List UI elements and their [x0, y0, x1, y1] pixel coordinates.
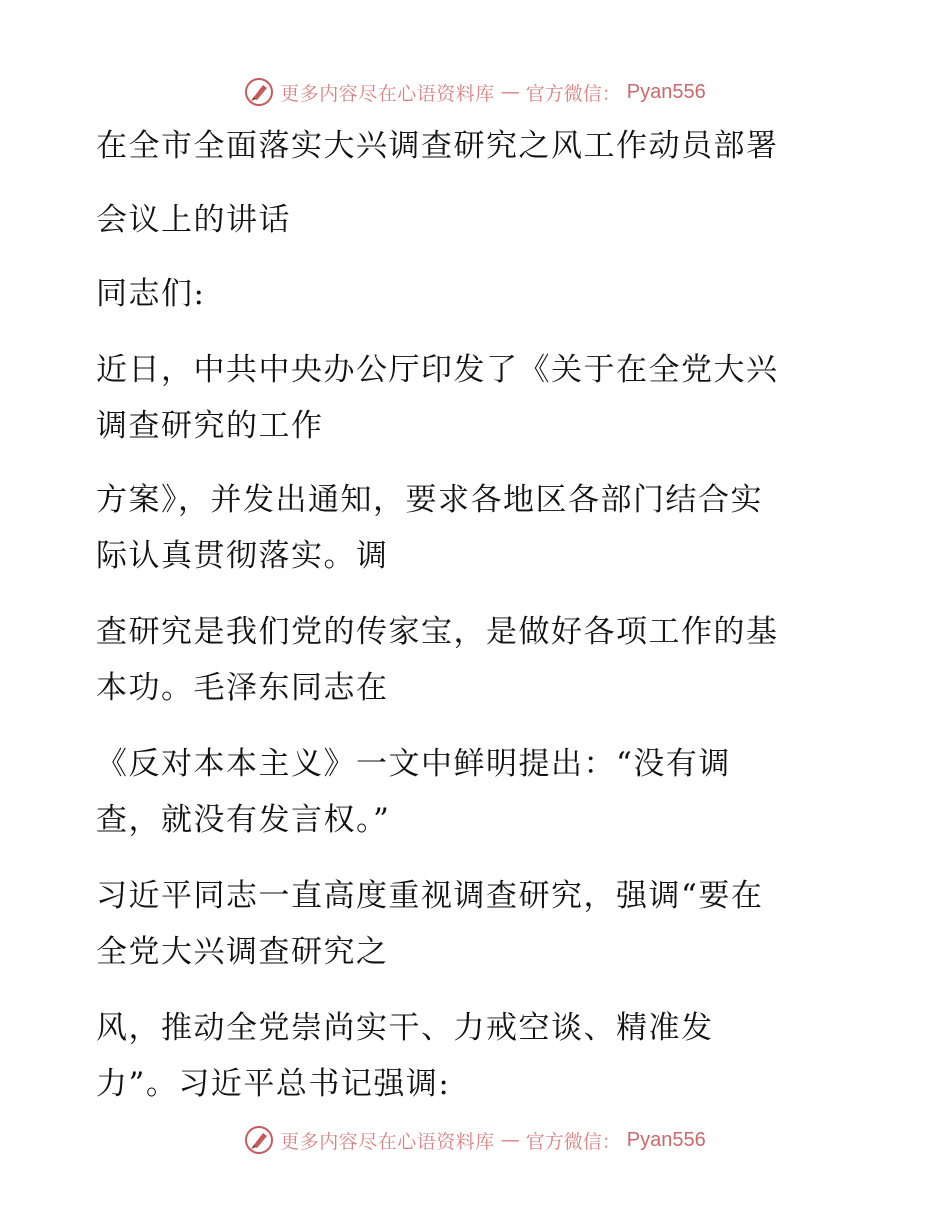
watermark-dash: — [500, 1129, 520, 1151]
body-line: 力”。习近平总书记强调: [96, 1066, 451, 1102]
body-line: 近日，中共中央办公厅印发了《关于在全党大兴 [96, 352, 779, 388]
watermark-text: 更多内容尽在心语资料库 [280, 1130, 495, 1153]
watermark-wechat-id: Pyan556 [626, 1128, 706, 1151]
document-title-line-1: 在全市全面落实大兴调查研究之风工作动员部署 [96, 128, 779, 164]
body-line: 全党大兴调查研究之 [96, 934, 389, 970]
salutation: 同志们: [96, 276, 206, 312]
body-line: 方案》，并发出通知，要求各地区各部门结合实 [96, 482, 763, 518]
body-line: 风，推动全党崇尚实干、力戒空谈、精准发 [96, 1010, 714, 1046]
watermark-label: 官方微信： [525, 82, 621, 105]
watermark-wechat-id: Pyan556 [626, 80, 706, 103]
body-line: 习近平同志一直高度重视调查研究，强调“要在 [96, 878, 764, 914]
body-line: 际认真贯彻落实。调 [96, 538, 389, 574]
body-line: 查研究是我们党的传家宝，是做好各项工作的基 [96, 614, 779, 650]
body-line: 查，就没有发言权。” [96, 802, 391, 838]
body-line: 本功。毛泽东同志在 [96, 670, 389, 706]
body-line: 调查研究的工作 [96, 408, 324, 444]
watermark-label: 官方微信： [525, 1130, 621, 1153]
pen-nib-logo-icon [244, 1125, 274, 1155]
watermark-text: 更多内容尽在心语资料库 [280, 82, 495, 105]
document-title-line-2: 会议上的讲话 [96, 202, 291, 238]
body-line: 《反对本本主义》一文中鲜明提出：“没有调 [96, 746, 731, 782]
header-watermark [0, 72, 950, 112]
pen-nib-logo-icon [244, 77, 274, 107]
footer-watermark [0, 1120, 950, 1160]
watermark-dash: — [500, 81, 520, 103]
